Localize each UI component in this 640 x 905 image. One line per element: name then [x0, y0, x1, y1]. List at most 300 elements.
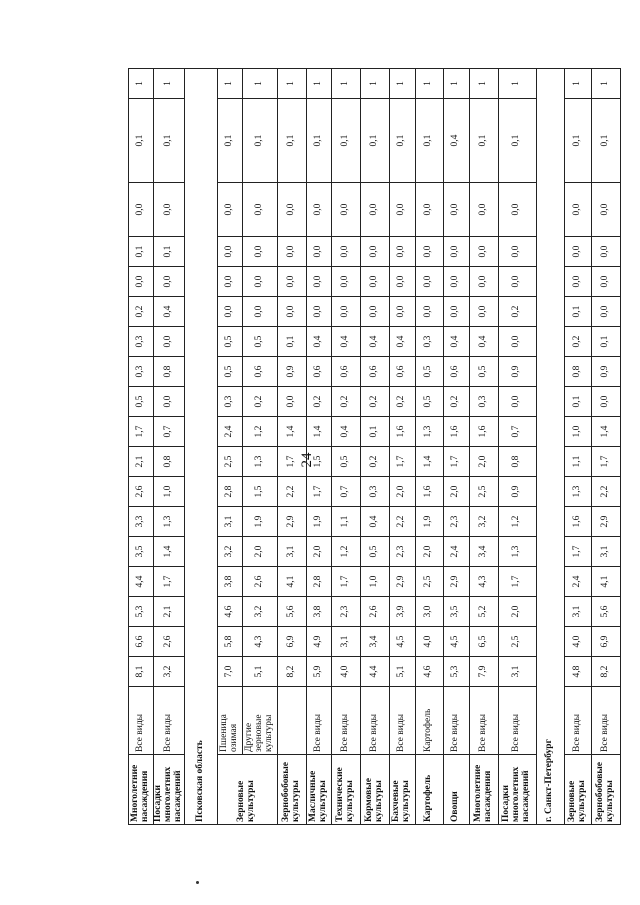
value-cell: 0,0: [154, 267, 185, 297]
value-cell: 0,5: [242, 327, 277, 357]
value-cell: 1,4: [591, 417, 620, 447]
value-cell: 1,3: [415, 417, 443, 447]
value-cell: 0,1: [217, 99, 242, 183]
value-cell: 3,5: [129, 537, 154, 567]
last-cell: 1: [469, 69, 498, 99]
value-cell: 1,5: [242, 477, 277, 507]
value-cell: 0,5: [469, 357, 498, 387]
value-cell: 2,3: [331, 597, 360, 627]
value-cell: 0,0: [389, 297, 415, 327]
value-cell: 1,6: [443, 417, 469, 447]
value-cell: 3,1: [591, 537, 620, 567]
value-cell: 3,0: [415, 597, 443, 627]
value-cell: 0,8: [154, 357, 185, 387]
value-cell: 3,2: [217, 537, 242, 567]
value-cell: 0,0: [591, 267, 620, 297]
value-cell: 0,0: [306, 267, 331, 297]
value-cell: 0,1: [129, 237, 154, 267]
section-row: [184, 69, 217, 825]
value-cell: 2,4: [217, 417, 242, 447]
value-cell: 4,9: [306, 627, 331, 657]
value-cell: 5,6: [277, 597, 306, 627]
value-cell: 0,0: [217, 237, 242, 267]
crop-name: Зерновые культуры: [564, 755, 591, 825]
value-cell: 2,2: [277, 477, 306, 507]
data-table: [128, 68, 621, 825]
crop-name: Технические культуры: [331, 755, 360, 825]
value-cell: 0,1: [129, 99, 154, 183]
value-cell: 1,3: [242, 447, 277, 477]
value-cell: 0,2: [360, 387, 389, 417]
crop-subtype: Все виды: [306, 687, 331, 755]
value-cell: 2,9: [389, 567, 415, 597]
value-cell: 0,0: [469, 297, 498, 327]
crop-name: Картофель: [415, 755, 443, 825]
value-cell: 3,1: [277, 537, 306, 567]
crop-subtype: Все виды: [360, 687, 389, 755]
crop-name: Бахчевые культуры: [389, 755, 415, 825]
value-cell: 1,6: [469, 417, 498, 447]
value-cell: 4,4: [129, 567, 154, 597]
crop-name: Посадки многолетних насаждений: [498, 755, 536, 825]
value-cell: 0,4: [389, 327, 415, 357]
value-cell: 5,9: [306, 657, 331, 687]
value-cell: 0,0: [242, 297, 277, 327]
value-cell: 0,1: [389, 99, 415, 183]
value-cell: 8,2: [591, 657, 620, 687]
value-cell: 0,5: [415, 357, 443, 387]
crop-subtype: Все виды: [564, 687, 591, 755]
table-row: [443, 69, 469, 825]
value-cell: 3,3: [129, 507, 154, 537]
value-cell: 0,4: [469, 327, 498, 357]
value-cell: 1,7: [154, 567, 185, 597]
value-cell: 0,3: [360, 477, 389, 507]
value-cell: 1,2: [242, 417, 277, 447]
value-cell: 0,0: [564, 183, 591, 237]
value-cell: 1,0: [564, 417, 591, 447]
crop-subtype: Все виды: [331, 687, 360, 755]
value-cell: 0,0: [564, 237, 591, 267]
value-cell: 0,1: [306, 99, 331, 183]
value-cell: 0,3: [217, 387, 242, 417]
value-cell: 0,6: [360, 357, 389, 387]
value-cell: 0,0: [217, 267, 242, 297]
value-cell: 0,0: [591, 297, 620, 327]
crop-subtype: Пшеница озимая: [217, 687, 242, 755]
value-cell: 0,0: [242, 267, 277, 297]
value-cell: 0,0: [443, 267, 469, 297]
value-cell: 0,0: [277, 297, 306, 327]
last-cell: 1: [443, 69, 469, 99]
value-cell: 0,4: [306, 327, 331, 357]
crop-subtype: Все виды: [498, 687, 536, 755]
value-cell: 1,7: [331, 567, 360, 597]
value-cell: 0,0: [277, 183, 306, 237]
value-cell: 2,6: [242, 567, 277, 597]
last-cell: 1: [331, 69, 360, 99]
value-cell: 5,3: [129, 597, 154, 627]
value-cell: 0,0: [331, 183, 360, 237]
value-cell: 2,8: [306, 567, 331, 597]
value-cell: 1,3: [154, 507, 185, 537]
value-cell: 2,3: [443, 507, 469, 537]
value-cell: 0,1: [564, 297, 591, 327]
table-row: [306, 69, 331, 825]
value-cell: 4,6: [217, 597, 242, 627]
last-cell: 1: [389, 69, 415, 99]
value-cell: 0,2: [443, 387, 469, 417]
last-cell: 1: [277, 69, 306, 99]
value-cell: 2,1: [129, 447, 154, 477]
value-cell: 0,0: [564, 267, 591, 297]
page-number: 24: [299, 452, 315, 468]
value-cell: 2,0: [443, 477, 469, 507]
value-cell: 1,7: [306, 477, 331, 507]
last-cell: 1: [217, 69, 242, 99]
value-cell: 0,6: [389, 357, 415, 387]
value-cell: 2,9: [443, 567, 469, 597]
value-cell: 3,8: [306, 597, 331, 627]
value-cell: 0,0: [498, 237, 536, 267]
value-cell: 1,6: [415, 477, 443, 507]
value-cell: 0,7: [154, 417, 185, 447]
value-cell: 0,1: [360, 417, 389, 447]
region-title: г. Санкт-Петербург: [536, 69, 564, 825]
value-cell: 1,7: [564, 537, 591, 567]
value-cell: 7,9: [469, 657, 498, 687]
value-cell: 0,3: [129, 327, 154, 357]
scan-speck: [196, 881, 199, 884]
data-table-rotated: [128, 73, 615, 825]
value-cell: 0,0: [277, 387, 306, 417]
value-cell: 0,0: [443, 297, 469, 327]
value-cell: 2,1: [154, 597, 185, 627]
value-cell: 2,0: [306, 537, 331, 567]
value-cell: 1,2: [498, 507, 536, 537]
value-cell: 2,6: [360, 597, 389, 627]
value-cell: 0,0: [498, 183, 536, 237]
value-cell: 0,6: [443, 357, 469, 387]
value-cell: 0,1: [591, 327, 620, 357]
value-cell: 1,7: [389, 447, 415, 477]
value-cell: 1,2: [331, 537, 360, 567]
value-cell: 0,0: [591, 183, 620, 237]
table-row: [277, 69, 306, 825]
value-cell: 2,8: [217, 477, 242, 507]
value-cell: 0,6: [242, 357, 277, 387]
value-cell: 0,0: [389, 237, 415, 267]
value-cell: 0,6: [331, 357, 360, 387]
value-cell: 3,1: [331, 627, 360, 657]
value-cell: 2,6: [154, 627, 185, 657]
crop-subtype: Все виды: [469, 687, 498, 755]
crop-name: Многолетние насаждения: [129, 755, 154, 825]
value-cell: 0,0: [242, 237, 277, 267]
value-cell: 6,9: [277, 627, 306, 657]
value-cell: 0,0: [277, 267, 306, 297]
value-cell: 0,5: [415, 387, 443, 417]
value-cell: 1,1: [564, 447, 591, 477]
value-cell: 8,1: [129, 657, 154, 687]
value-cell: 3,4: [360, 627, 389, 657]
last-cell: 1: [360, 69, 389, 99]
crop-name: Посадки многолетних насаждений: [154, 755, 185, 825]
value-cell: 0,0: [415, 183, 443, 237]
value-cell: 4,1: [591, 567, 620, 597]
value-cell: 0,1: [154, 99, 185, 183]
table-row: [591, 69, 620, 825]
value-cell: 3,1: [498, 657, 536, 687]
value-cell: 5,6: [591, 597, 620, 627]
value-cell: 0,4: [360, 507, 389, 537]
value-cell: 0,0: [154, 327, 185, 357]
value-cell: 1,5: [306, 447, 331, 477]
value-cell: 5,1: [389, 657, 415, 687]
value-cell: 0,0: [242, 183, 277, 237]
crop-name: Зерновые культуры: [217, 755, 277, 825]
crop-subtype: [277, 687, 306, 755]
crop-subtype: Картофель: [415, 687, 443, 755]
value-cell: 0,2: [498, 297, 536, 327]
value-cell: 0,0: [154, 387, 185, 417]
value-cell: 0,0: [469, 267, 498, 297]
value-cell: 0,5: [129, 387, 154, 417]
value-cell: 5,2: [469, 597, 498, 627]
value-cell: 2,0: [242, 537, 277, 567]
table-row: [154, 69, 185, 825]
value-cell: 0,5: [360, 537, 389, 567]
value-cell: 0,3: [415, 327, 443, 357]
value-cell: 0,1: [277, 99, 306, 183]
value-cell: 1,1: [331, 507, 360, 537]
value-cell: 0,0: [469, 237, 498, 267]
value-cell: 6,5: [469, 627, 498, 657]
value-cell: 0,2: [331, 387, 360, 417]
value-cell: 0,1: [564, 99, 591, 183]
value-cell: 0,4: [360, 327, 389, 357]
section-row: [536, 69, 564, 825]
value-cell: 0,3: [129, 357, 154, 387]
table-row: [415, 69, 443, 825]
value-cell: 0,0: [331, 267, 360, 297]
crop-name: Овощи: [443, 755, 469, 825]
value-cell: 1,0: [360, 567, 389, 597]
value-cell: 2,2: [591, 477, 620, 507]
value-cell: 8,2: [277, 657, 306, 687]
value-cell: 4,1: [277, 567, 306, 597]
value-cell: 6,9: [591, 627, 620, 657]
value-cell: 3,1: [564, 597, 591, 627]
value-cell: 2,0: [389, 477, 415, 507]
region-title: Псковская область: [184, 69, 217, 825]
value-cell: 2,5: [498, 627, 536, 657]
crop-subtype: Все виды: [591, 687, 620, 755]
value-cell: 0,5: [331, 447, 360, 477]
value-cell: 4,6: [415, 657, 443, 687]
last-cell: 1: [306, 69, 331, 99]
value-cell: 0,0: [591, 237, 620, 267]
value-cell: 0,0: [415, 267, 443, 297]
value-cell: 0,1: [154, 237, 185, 267]
value-cell: 0,0: [415, 297, 443, 327]
value-cell: 1,4: [277, 417, 306, 447]
table-row: [331, 69, 360, 825]
value-cell: 0,0: [331, 297, 360, 327]
value-cell: 0,1: [242, 99, 277, 183]
value-cell: 0,8: [498, 447, 536, 477]
value-cell: 0,0: [360, 267, 389, 297]
value-cell: 0,1: [360, 99, 389, 183]
table-row: [389, 69, 415, 825]
value-cell: 1,7: [498, 567, 536, 597]
value-cell: 3,2: [154, 657, 185, 687]
crop-name: Зернобобовые культуры: [277, 755, 306, 825]
value-cell: 0,0: [360, 237, 389, 267]
value-cell: 2,9: [277, 507, 306, 537]
value-cell: 0,8: [564, 357, 591, 387]
value-cell: 3,4: [469, 537, 498, 567]
value-cell: 0,4: [331, 327, 360, 357]
value-cell: 0,2: [360, 447, 389, 477]
value-cell: 0,0: [306, 183, 331, 237]
last-cell: 1: [242, 69, 277, 99]
value-cell: 1,3: [498, 537, 536, 567]
value-cell: 2,5: [469, 477, 498, 507]
value-cell: 0,0: [154, 183, 185, 237]
value-cell: 1,7: [443, 447, 469, 477]
value-cell: 1,4: [154, 537, 185, 567]
value-cell: 1,6: [564, 507, 591, 537]
value-cell: 0,6: [306, 357, 331, 387]
value-cell: 5,8: [217, 627, 242, 657]
value-cell: 4,0: [415, 627, 443, 657]
value-cell: 0,2: [129, 297, 154, 327]
value-cell: 4,3: [242, 627, 277, 657]
value-cell: 2,0: [498, 597, 536, 627]
value-cell: 3,9: [389, 597, 415, 627]
crop-subtype: Все виды: [129, 687, 154, 755]
value-cell: 0,0: [331, 237, 360, 267]
value-cell: 2,5: [217, 447, 242, 477]
value-cell: 1,0: [154, 477, 185, 507]
value-cell: 0,0: [217, 183, 242, 237]
last-cell: 1: [564, 69, 591, 99]
value-cell: 4,8: [564, 657, 591, 687]
value-cell: 0,2: [242, 387, 277, 417]
crop-subtype: Все виды: [389, 687, 415, 755]
value-cell: 0,3: [469, 387, 498, 417]
value-cell: 3,5: [443, 597, 469, 627]
value-cell: 3,8: [217, 567, 242, 597]
table-row: [242, 69, 277, 825]
value-cell: 2,3: [389, 537, 415, 567]
value-cell: 0,1: [498, 99, 536, 183]
value-cell: 0,0: [360, 183, 389, 237]
value-cell: 0,4: [154, 297, 185, 327]
last-cell: 1: [415, 69, 443, 99]
value-cell: 0,0: [498, 267, 536, 297]
value-cell: 4,5: [389, 627, 415, 657]
value-cell: 2,0: [469, 447, 498, 477]
value-cell: 0,0: [415, 237, 443, 267]
last-cell: 1: [591, 69, 620, 99]
value-cell: 2,6: [129, 477, 154, 507]
value-cell: 0,0: [443, 237, 469, 267]
value-cell: 0,7: [498, 417, 536, 447]
value-cell: 2,2: [389, 507, 415, 537]
value-cell: 4,0: [331, 657, 360, 687]
value-cell: 5,1: [242, 657, 277, 687]
value-cell: 1,4: [415, 447, 443, 477]
value-cell: 0,0: [217, 297, 242, 327]
value-cell: 1,9: [415, 507, 443, 537]
last-cell: 1: [498, 69, 536, 99]
value-cell: 0,1: [564, 387, 591, 417]
value-cell: 2,9: [591, 507, 620, 537]
value-cell: 0,9: [498, 357, 536, 387]
value-cell: 0,0: [129, 267, 154, 297]
value-cell: 1,7: [277, 447, 306, 477]
value-cell: 0,1: [469, 99, 498, 183]
value-cell: 0,2: [306, 387, 331, 417]
value-cell: 0,1: [415, 99, 443, 183]
value-cell: 0,1: [331, 99, 360, 183]
table-row: [498, 69, 536, 825]
table-row: [564, 69, 591, 825]
crop-subtype: Все виды: [443, 687, 469, 755]
value-cell: 0,8: [154, 447, 185, 477]
value-cell: 0,0: [443, 183, 469, 237]
value-cell: 3,1: [217, 507, 242, 537]
table-row: [217, 69, 242, 825]
value-cell: 2,4: [564, 567, 591, 597]
value-cell: 0,9: [498, 477, 536, 507]
value-cell: 3,2: [469, 507, 498, 537]
value-cell: 0,2: [389, 387, 415, 417]
crop-subtype: Все виды: [154, 687, 185, 755]
value-cell: 1,7: [591, 447, 620, 477]
table-row: [129, 69, 154, 825]
last-cell: 1: [154, 69, 185, 99]
value-cell: 0,1: [277, 327, 306, 357]
crop-name: Зернобобовые культуры: [591, 755, 620, 825]
value-cell: 0,5: [217, 357, 242, 387]
crop-subtype: Другие зерновые культуры: [242, 687, 277, 755]
value-cell: 0,5: [217, 327, 242, 357]
value-cell: 0,0: [306, 237, 331, 267]
value-cell: 1,7: [129, 417, 154, 447]
value-cell: 0,2: [564, 327, 591, 357]
last-cell: 1: [129, 69, 154, 99]
value-cell: 0,7: [331, 477, 360, 507]
value-cell: 0,0: [389, 267, 415, 297]
value-cell: 0,1: [591, 99, 620, 183]
value-cell: 0,4: [443, 99, 469, 183]
value-cell: 0,0: [498, 387, 536, 417]
value-cell: 5,3: [443, 657, 469, 687]
crop-name: Многолетние насаждения: [469, 755, 498, 825]
value-cell: 0,9: [591, 357, 620, 387]
value-cell: 1,4: [306, 417, 331, 447]
crop-name: Масличные культуры: [306, 755, 331, 825]
value-cell: 0,0: [360, 297, 389, 327]
value-cell: 1,9: [242, 507, 277, 537]
value-cell: 0,4: [331, 417, 360, 447]
table-row: [469, 69, 498, 825]
value-cell: 4,0: [564, 627, 591, 657]
value-cell: 0,0: [389, 183, 415, 237]
